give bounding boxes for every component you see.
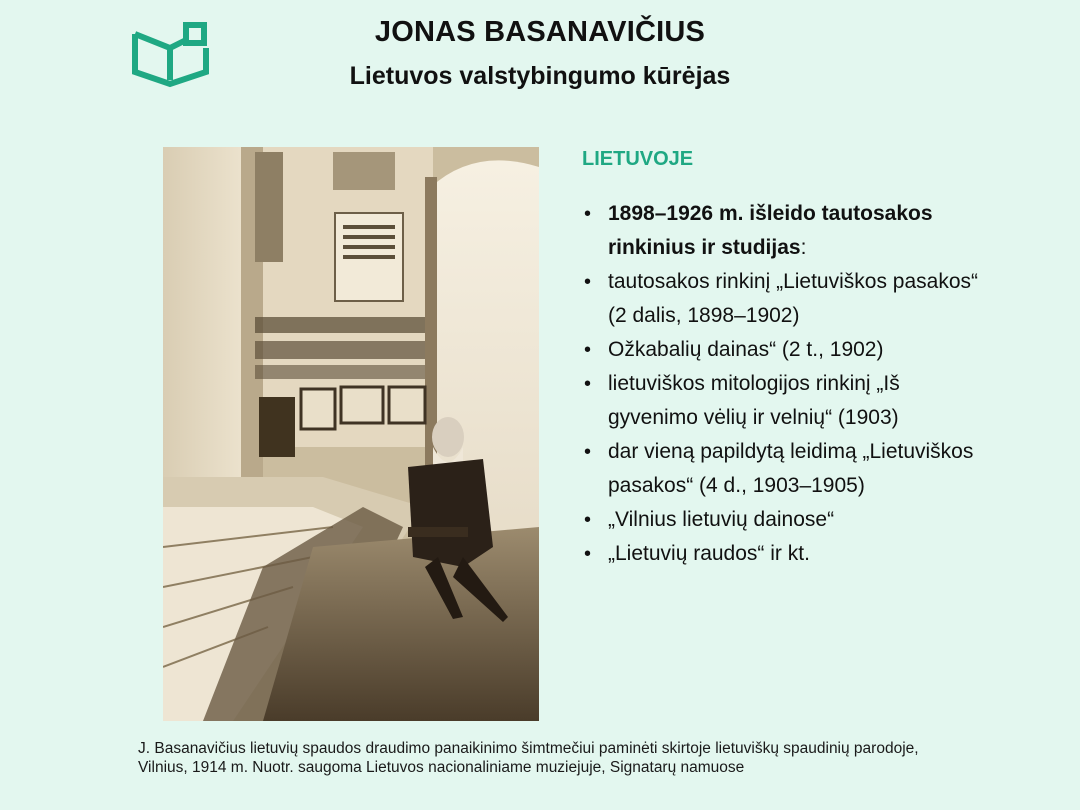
bullet-icon: • <box>584 373 592 395</box>
list-item <box>582 537 982 571</box>
list-item <box>582 197 982 265</box>
bullet-icon: • <box>584 543 592 565</box>
list-item-text: „Lietuvių raudos“ ir kt. <box>608 542 810 565</box>
page-subtitle: Lietuvos valstybingumo kūrėjas <box>349 62 731 90</box>
bullet-icon: • <box>584 203 592 225</box>
bullet-icon: • <box>584 271 592 293</box>
list-item-text: tautosakos rinkinį „Lietuviškos pasakos“ (2 dalis, 1898–1902) <box>608 270 979 327</box>
historical-photo <box>163 147 539 721</box>
list-item-text: Ožkabalių dainas“ (2 t., 1902) <box>608 338 884 361</box>
bullet-icon: • <box>584 509 592 531</box>
publication-list <box>582 197 982 571</box>
bullet-icon: • <box>584 441 592 463</box>
list-item <box>582 435 982 503</box>
bullet-icon: • <box>584 339 592 361</box>
section-heading: LIETUVOJE <box>582 148 694 170</box>
list-item <box>582 503 982 537</box>
intro-text: 1898–1926 m. išleido tautosakos rinkinius ir studijas <box>608 202 933 259</box>
intro-tail: : <box>800 236 807 259</box>
list-item <box>582 333 982 367</box>
list-item-text: dar vieną papildytą leidimą „Lietuviškos pasakos“ (4 d., 1903–1905) <box>608 440 974 497</box>
photo-caption: J. Basanavičius lietuvių spaudos draudimo panaikinimo šimtmečiui paminėti skirtoje lietuviškų spaudinių parodoje, Vilnius, 1914 m. Nuotr. saugoma Lietuvos nacionaliniame muziejuje, Signatarų namuose <box>138 740 919 776</box>
list-item-text: „Vilnius lietuvių dainose“ <box>608 508 835 531</box>
list-item-text: lietuviškos mitologijos rinkinį „Iš gyvenimo vėlių ir velnių“ (1903) <box>608 372 900 429</box>
list-item <box>582 265 982 333</box>
list-item <box>582 367 982 435</box>
page-title: JONAS BASANAVIČIUS <box>374 16 706 48</box>
